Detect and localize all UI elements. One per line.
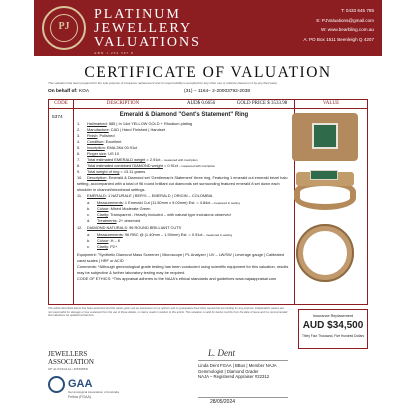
diamond-heading <box>77 225 291 231</box>
spec-item: d. Treatments: 2+ observed <box>87 218 141 223</box>
code-of-ethics-text: CODE OF ETHICS: *This appraisal adheres to the NAJA's ethical standards and guidelines www.najaappraisal.com <box>77 276 277 281</box>
col-aud: AUD$ 0.6656 <box>186 101 216 106</box>
signature-line <box>198 360 288 361</box>
date-line <box>198 397 288 398</box>
diamond-details <box>87 232 287 250</box>
equipment-text: Equipment: "Synthetic Diamond Mass Screener | Microscope | PL Analyzer | UV – LW/SW | Leverage gauge | Calibrated carat scales | HRF or ACID <box>77 252 284 263</box>
brand-name: PLATINUM JEWELLERY VALUATIONS ABN 1 234 567 8 <box>94 7 201 55</box>
gaa-emblem-icon <box>48 376 65 393</box>
spec-item: c. Clarity: Transparent - Heavily included – with natural type inclusions observed <box>87 212 231 217</box>
client-name: KOA <box>78 89 90 94</box>
spec-item: 10. Description: Emerald & Diamond set 'Gentleman's Statement' three ring. Featuring 1 emerald cut emerald bezel halo setting, accompanied with a total of 96 round brilliant cut diamonds set surrounding featured emerald 8 set down each shoulder in channel/microbead settings. <box>77 175 288 192</box>
spec-item: 5. Inscription: EMA.3Kd 00.91ct <box>77 145 138 150</box>
contact-details <box>303 6 374 44</box>
spec-item: 3. Finish: Polished <box>77 133 115 138</box>
appraiser-details: Linda Dent FGAA | BBus | Member NAJA Gemmologist | Diamond Grader NAJA – Registered Appraiser #22312 <box>198 363 277 379</box>
spec-item: 11. EMERALD: 1 NATURALE | BERYL – EMERALD | ORIGIN – COLOMBIA <box>77 193 213 198</box>
spec-item: 4. Condition: Excellent <box>77 139 122 144</box>
spec-item: c. Clarity: P2+ <box>87 244 118 249</box>
item-description <box>77 112 291 282</box>
replacement-amount: AUD $34,500 <box>302 320 364 331</box>
item-title: Emerald & Diamond "Gent's Statement" Ring <box>119 112 249 118</box>
phone-text: T: 0433 645 785 <box>341 8 374 13</box>
emerald-details <box>87 200 287 224</box>
spec-item: 9. Total weight of ring = 13.11 grams <box>77 169 146 174</box>
issue-date: 28/05/2024 <box>210 399 236 405</box>
table-header <box>49 100 367 109</box>
spec-item: b. Colour: Mixed Moderate Green <box>87 206 151 211</box>
ring-top-photo <box>292 113 358 161</box>
spec-item: 1. Hallmarked: 585 | In 14ct YELLOW GOLD + Rhodium plating <box>77 121 193 126</box>
replacement-label: Insurance Replacement <box>312 314 354 318</box>
spec-item: a. Measurements: 96 RBC @ (1.40mm – 1.90mm) Est. = 0.91ct – measured in setting <box>87 232 233 237</box>
col-description: DESCRIPTION <box>106 101 140 106</box>
disclaimer-text: This valuation has been prepared for the sole purpose of insurance replacement and no responsibility is accepted for any other use or reliance placed on it by any third party. <box>48 81 278 85</box>
spec-item: a. Measurements: 1 Emerald Cut (11.50mm x 9.00mm) Est. = 4.84ct – measured in setting <box>87 200 240 205</box>
ring-underside-photo <box>296 224 354 282</box>
spec-item: 7. Total estimated EMERALD weight = 2.91ct – measured with inscription <box>77 157 198 162</box>
website-link[interactable]: W: www.bearbling.com.au <box>320 27 374 32</box>
table-divider <box>73 100 74 304</box>
terms-small-print: The article described above has been examined and the values given are an expression of our opinion and no guarantees have been issued that are binding for any purpose. Independent valuers are not responsible for damage or loss sustained from the use of these details, or claims made in relation to this article. This valuation is valid for twelve months from the date of issue and it is recommended that valuations be updated at that time. <box>48 307 288 317</box>
client-line: On behalf of: KOA <box>48 89 90 94</box>
spec-item: 12. DIAMOND NATURALS: 96 ROUND BRILLIANT CUTS <box>77 225 182 230</box>
replacement-words: Thirty Four Thousand, Five Hundred Dollars <box>301 334 365 338</box>
jewellers-association-logo: JEWELLERS ASSOCIATION OF AUSTRALIA | MEMBER <box>48 350 94 371</box>
header-banner <box>34 0 382 56</box>
spec-item: b. Colour: H – K <box>87 238 121 243</box>
certificate-page: PJ PLATINUM JEWELLERY VALUATIONS ABN 1 234 567 8 T: 0433 645 785 E: PJValuations@gmail.com W: www.bearbling.com.au A: PO Box 1511 Beenleigh Q 4207 CERTIFICATE OF VALUATION This valuation has been prepared for the sole purpose of insurance replacement and no responsibility is accepted for any other use or reliance placed on it by any third party. On behalf of: KOA (31) – 1164– 2-20003792-2038 CODE DESCRIPTION AUD$ 0.6656 GOLD PRICE $ 3533.98 VALUE 5374 Emerald & Diamond "Gent's Statement" Ring 1. Hallmarked: 585 | In 14ct YELLOW GOLD + Rhodium plating 2. Manufacture: CAD | Hand Finished | Handset 3. Finish: Polished 4. Condition: Excellent 5. Inscription: EMA.3Kd 00.91ct 6. Finger size: US 10 7. Total estimated EMERALD weight = 2.91ct – measured with inscription 8. Total estimated combined DIAMOND weight = 0.91ct – measured with inscription 9. Total weight of ring = 13.11 grams 10. Description: Emerald & Diamond set 'Gentleman's Statement' three ring. Featuring 1 emerald cut emerald bezel halo setting, accompanied with a total of 96 round brilliant cut diamonds set surrounding featured emerald 8 set down each shoulder in channel/microbead settings. 11. EMERALD: 1 NATURALE | BERYL – EMERALD | ORIGIN – COLOMBIA a. Measurements: 1 Emerald Cut (11.50mm x 9.00mm) Est. = 4.84ct – measured in setting b. Colour: Mixed Moderate Green c. Clarity: Transparent - Heavily included – with natural type inclusions observed d. Treatments: 2+ observed 12. DIAMOND NATURALS: 96 ROUND BRILLIANT CUTS a. Measurements: 96 RBC @ (1.40mm – 1.90mm) Est. = 0.91ct – measured in setting b. Colour: H – K c. Clarity: P2+ Equipment: "Synthetic Diamond Mass Screener | Microscope | PL Analyzer | UV – LW/SW | Leverage gauge | Calibrated carat scales | HRF or ACID Comments: *Although gemmological grade testing has been conducted using scientific equipment for this valuation, results may be subjective & further laboratory testing may be required. CODE OF ETHICS: *This appraisal adheres to the NAJA's ethical standards and guidelines www.najaappraisal.com The article described above has been examined and the values given are an expression of our opinion and no guarantees have been issued that are binding for any purpose. Independent valuers are not responsible for damage or loss sustained from the use of these details, or claims made in relation to this article. This valuation is valid for twelve months from the date of issue and it is recommended that valuations be updated at that time. Insurance Replacement AUD $34,500 Thirty Four Thousand, Five Hundred Dollars JEWELLERS ASSOCIATION OF AUSTRALIA | MEMBER GAA Gemmological Association of Australia Fellow (FGAA) L. Dent Linda Dent FGAA | BBus | Member NAJA Gemmologist | Diamond Grader NAJA – Registered Appraiser #22312 28/05/2024 <box>34 0 382 416</box>
spec-list <box>77 121 291 199</box>
comments-text: Comments: *Although gemmological grade testing has been conducted using scientific equipment for this valuation, results may be subjective & further laboratory testing may be required. <box>77 264 289 275</box>
logo-icon: PJ <box>42 6 86 50</box>
spec-item: 8. Total estimated combined DIAMOND weight = 0.91ct – measured with inscription <box>77 163 216 168</box>
email-link[interactable]: E: PJValuations@gmail.com <box>316 17 374 23</box>
replacement-value-box <box>298 309 368 349</box>
signature: L. Dent <box>208 348 235 358</box>
spec-item: 6. Finger size: US 10 <box>77 151 120 156</box>
certificate-title: CERTIFICATE OF VALUATION <box>84 64 332 81</box>
reference-number: (31) – 1164– 2-20003792-2038 <box>184 89 251 94</box>
ring-side-photo <box>290 168 360 218</box>
item-code: 5374 <box>52 115 63 120</box>
spec-item: 2. Manufacture: CAD | Hand Finished | Handset <box>77 127 165 132</box>
col-code: CODE <box>54 101 68 106</box>
col-gold-price: GOLD PRICE $ 3533.98 <box>236 101 288 106</box>
col-value: VALUE <box>322 101 340 106</box>
address-text: A: PO Box 1511 Beenleigh Q 4207 <box>303 36 374 42</box>
